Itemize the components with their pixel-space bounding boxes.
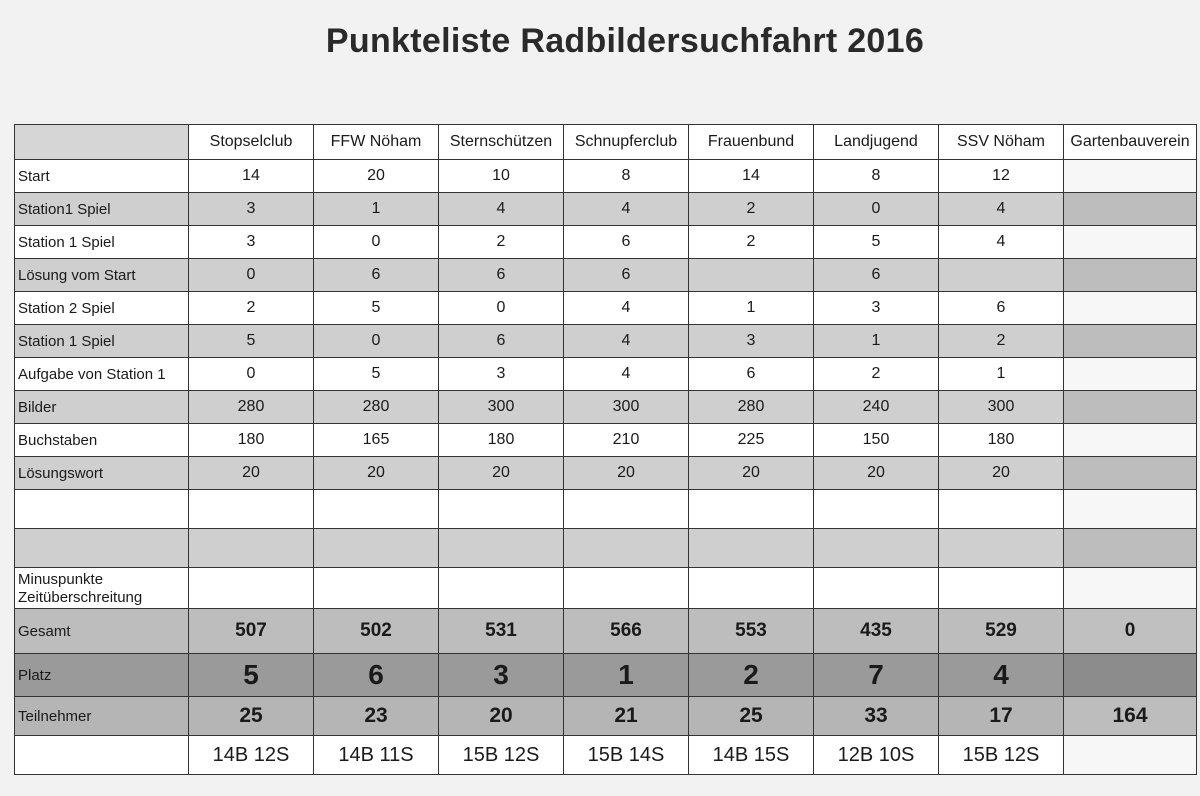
score-cell: 225 [689,424,814,457]
participants-cell: 20 [439,697,564,736]
team-header: Sternschützen [439,125,564,160]
score-cell: 2 [439,226,564,259]
score-cell [564,568,689,609]
score-cell: 4 [564,325,689,358]
table-row [15,529,1197,568]
score-cell: 8 [814,160,939,193]
score-cell [314,568,439,609]
team-header: Landjugend [814,125,939,160]
score-cell: 300 [439,391,564,424]
composition-cell: 12B 10S [814,736,939,775]
score-cell [314,490,439,529]
score-cell [439,568,564,609]
score-cell: 1 [939,358,1064,391]
score-cell [939,529,1064,568]
score-cell [189,490,314,529]
table-row [15,457,1197,490]
score-cell [564,529,689,568]
score-cell: 240 [814,391,939,424]
score-cell [689,568,814,609]
row-label: Station1 Spiel [15,193,189,226]
rank-cell [1064,654,1197,697]
score-cell [1064,193,1197,226]
total-cell: 502 [314,609,439,654]
composition-cell: 15B 12S [439,736,564,775]
score-cell: 6 [314,259,439,292]
score-cell: 2 [689,193,814,226]
score-cell: 20 [564,457,689,490]
score-cell [1064,529,1197,568]
header-corner-cell [15,125,189,160]
participants-cell: 21 [564,697,689,736]
score-cell [564,490,689,529]
score-cell: 1 [814,325,939,358]
score-cell: 4 [939,193,1064,226]
score-cell [814,490,939,529]
participants-cell: 25 [689,697,814,736]
score-cell [1064,490,1197,529]
row-label: Minuspunkte Zeitüberschreitung [15,568,189,609]
rank-cell: 5 [189,654,314,697]
score-cell: 180 [439,424,564,457]
score-cell: 3 [189,226,314,259]
page-title: Punkteliste Radbildersuchfahrt 2016 [325,22,925,60]
participants-cell: 23 [314,697,439,736]
score-cell [189,568,314,609]
score-cell [314,529,439,568]
table-row [15,325,1197,358]
score-cell: 20 [689,457,814,490]
score-cell: 4 [564,358,689,391]
score-cell: 0 [814,193,939,226]
score-cell: 0 [189,358,314,391]
composition-cell: 14B 15S [689,736,814,775]
score-cell: 280 [689,391,814,424]
score-cell: 180 [189,424,314,457]
score-cell [689,529,814,568]
score-cell: 1 [689,292,814,325]
score-cell [439,490,564,529]
total-cell: 0 [1064,609,1197,654]
score-cell: 2 [814,358,939,391]
participants-cell: 33 [814,697,939,736]
score-cell [1064,325,1197,358]
score-cell: 3 [189,193,314,226]
team-header: Schnupferclub [564,125,689,160]
score-cell: 5 [314,292,439,325]
row-label [15,736,189,775]
table-row [15,358,1197,391]
rank-cell: 4 [939,654,1064,697]
table-row [15,259,1197,292]
score-cell [689,259,814,292]
total-cell: 435 [814,609,939,654]
score-cell: 8 [564,160,689,193]
row-label [15,529,189,568]
row-label: Station 2 Spiel [15,292,189,325]
score-cell: 20 [314,457,439,490]
total-row [15,609,1197,654]
composition-cell [1064,736,1197,775]
score-cell [1064,292,1197,325]
score-cell [1064,358,1197,391]
score-cell: 5 [314,358,439,391]
score-cell: 6 [939,292,1064,325]
score-cell: 300 [564,391,689,424]
rank-cell: 6 [314,654,439,697]
score-cell: 2 [689,226,814,259]
score-cell: 3 [439,358,564,391]
rank-cell: 1 [564,654,689,697]
rank-cell: 7 [814,654,939,697]
composition-row [15,736,1197,775]
team-header: Gartenbauverein [1064,125,1197,160]
score-cell: 20 [439,457,564,490]
row-label: Lösungswort [15,457,189,490]
score-cell: 3 [689,325,814,358]
score-cell: 280 [189,391,314,424]
total-cell: 531 [439,609,564,654]
participants-cell: 25 [189,697,314,736]
score-cell [939,568,1064,609]
score-cell: 12 [939,160,1064,193]
row-label: Platz [15,654,189,697]
score-cell [1064,424,1197,457]
score-cell: 6 [564,259,689,292]
score-cell: 20 [189,457,314,490]
composition-cell: 15B 14S [564,736,689,775]
score-cell: 5 [189,325,314,358]
score-cell [1064,160,1197,193]
table-row [15,160,1197,193]
composition-cell: 14B 12S [189,736,314,775]
score-cell [689,490,814,529]
score-cell: 6 [564,226,689,259]
participants-cell: 164 [1064,697,1197,736]
rank-cell: 2 [689,654,814,697]
score-cell: 6 [439,259,564,292]
score-cell [939,259,1064,292]
score-cell: 280 [314,391,439,424]
rank-row [15,654,1197,697]
score-cell: 4 [564,292,689,325]
score-cell: 300 [939,391,1064,424]
score-cell [814,568,939,609]
score-cell: 0 [189,259,314,292]
row-label: Station 1 Spiel [15,226,189,259]
score-cell: 0 [314,226,439,259]
score-cell: 4 [939,226,1064,259]
table-row [15,226,1197,259]
score-cell: 6 [439,325,564,358]
composition-cell: 15B 12S [939,736,1064,775]
row-label: Station 1 Spiel [15,325,189,358]
participants-row [15,697,1197,736]
score-cell: 2 [189,292,314,325]
total-cell: 553 [689,609,814,654]
row-label: Start [15,160,189,193]
score-cell: 20 [939,457,1064,490]
row-label [15,490,189,529]
score-cell [1064,391,1197,424]
header-row [15,125,1197,160]
total-cell: 507 [189,609,314,654]
row-label: Lösung vom Start [15,259,189,292]
composition-cell: 14B 11S [314,736,439,775]
score-cell: 4 [564,193,689,226]
table-row [15,490,1197,529]
row-label: Buchstaben [15,424,189,457]
score-cell: 20 [814,457,939,490]
table-row [15,391,1197,424]
score-cell: 1 [314,193,439,226]
table-row [15,193,1197,226]
score-cell [189,529,314,568]
score-cell: 180 [939,424,1064,457]
team-header: FFW Nöham [314,125,439,160]
team-header: SSV Nöham [939,125,1064,160]
score-cell: 2 [939,325,1064,358]
table-row [15,568,1197,609]
total-cell: 566 [564,609,689,654]
score-table [14,124,1197,775]
score-cell: 4 [439,193,564,226]
rank-cell: 3 [439,654,564,697]
row-label: Gesamt [15,609,189,654]
score-cell [1064,568,1197,609]
team-header: Frauenbund [689,125,814,160]
score-cell: 14 [689,160,814,193]
score-cell: 20 [314,160,439,193]
score-cell [1064,259,1197,292]
score-cell [1064,226,1197,259]
team-header: Stopselclub [189,125,314,160]
score-cell: 14 [189,160,314,193]
score-cell: 3 [814,292,939,325]
table-row [15,292,1197,325]
score-cell: 10 [439,160,564,193]
score-cell [939,490,1064,529]
score-cell: 6 [689,358,814,391]
score-cell: 0 [439,292,564,325]
score-cell: 5 [814,226,939,259]
score-cell [1064,457,1197,490]
row-label: Teilnehmer [15,697,189,736]
total-cell: 529 [939,609,1064,654]
row-label: Aufgabe von Station 1 [15,358,189,391]
score-cell [439,529,564,568]
score-cell: 6 [814,259,939,292]
score-cell: 210 [564,424,689,457]
participants-cell: 17 [939,697,1064,736]
row-label: Bilder [15,391,189,424]
score-cell [814,529,939,568]
table-row [15,424,1197,457]
score-cell: 150 [814,424,939,457]
score-cell: 0 [314,325,439,358]
score-cell: 165 [314,424,439,457]
